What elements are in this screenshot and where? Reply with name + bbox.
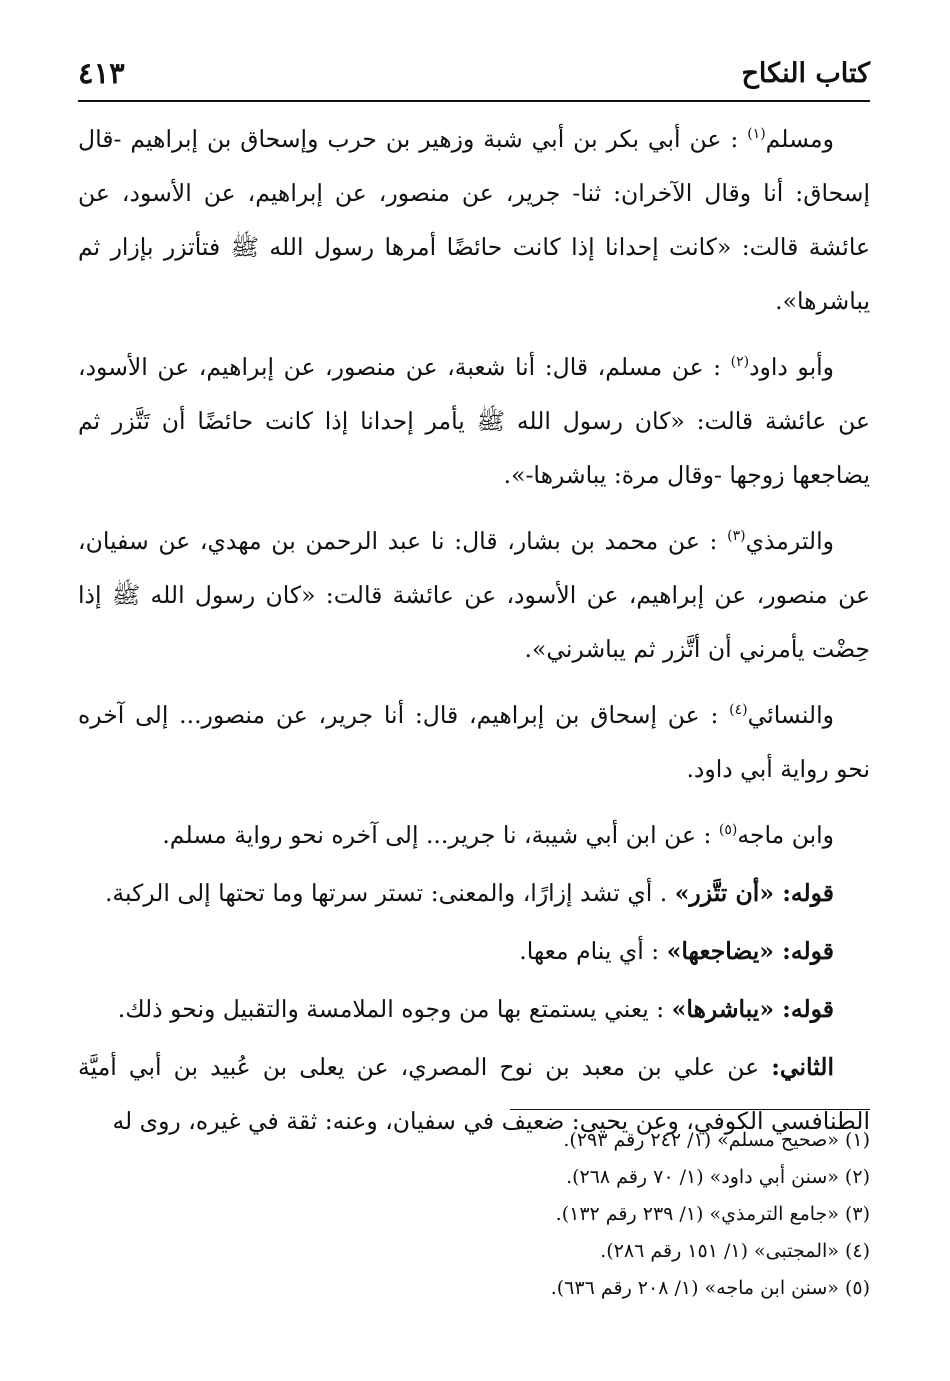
- paragraph-nasai: والنسائي$^{(٤)}$ : عن إسحاق بن إبراهيم، قال: أنا جرير، عن منصور... إلى آخره نحو رواية أبي داود.: [78, 701, 870, 783]
- footnote-ref: (٣): [727, 528, 746, 545]
- footnote-item: (٣) «جامع الترمذي» (١/ ٢٣٩ رقم ١٣٢).: [555, 1203, 870, 1225]
- footnote-item: (٤) «المجتبى» (١/ ١٥١ رقم ٢٨٦).: [600, 1240, 870, 1262]
- paragraph-second: الثاني: عن علي بن معبد بن نوح المصري، عن يعلى بن عُبيد بن أبي أميَّة الطنافسي الكوفي، وعن يحيى: ضعيف في سفيان، وعنه: ثقة في غيره، روى له: [78, 1053, 870, 1135]
- main-text: [78, 112, 870, 1160]
- page-number: ٤١٣: [78, 56, 125, 90]
- paragraph-explanation-1: قوله: «أن تتَّزر» . أي تشد إزارًا، والمعنى: تستر سرتها وما تحتها إلى الركبة.: [104, 879, 834, 907]
- footnote-divider: [510, 1109, 870, 1110]
- paragraph-abu-dawud: وأبو داود$^{(٢)}$ : عن مسلم، قال: أنا شعبة، عن منصور، عن إبراهيم، عن الأسود، عن عائشة قالت: «كان رسول الله ﷺ يأمر إحدانا إذا كانت حائضًا أن تَتَّزر ثم يضاجعها زوجها -وقال مرة: يباشرها-».: [78, 353, 870, 489]
- paragraph-tirmidhi: والترمذي$^{(٣)}$ : عن محمد بن بشار، قال: نا عبد الرحمن بن مهدي، عن سفيان، عن منصور، عن إبراهيم، عن الأسود، عن عائشة قالت: «كان رسول الله ﷺ إذا حِضْت يأمرني أن أتَّزر ثم يباشرني».: [78, 527, 870, 663]
- footnotes: [78, 1122, 870, 1307]
- paragraph-explanation-3: قوله: «يباشرها» : يعني يستمتع بها من وجوه الملامسة والتقبيل ونحو ذلك.: [117, 995, 834, 1023]
- paragraph-explanation-2: قوله: «يضاجعها» : أي ينام معها.: [519, 937, 834, 965]
- page-header: [78, 52, 870, 102]
- paragraph-ibn-majah: وابن ماجه$^{(٥)}$ : عن ابن أبي شيبة، نا جرير... إلى آخره نحو رواية مسلم.: [162, 821, 834, 849]
- footnote-item: (٥) «سنن ابن ماجه» (١/ ٢٠٨ رقم ٦٣٦).: [550, 1277, 870, 1299]
- footnote-item: (٢) «سنن أبي داود» (١/ ٧٠ رقم ٢٦٨).: [566, 1166, 870, 1188]
- footnote-ref: (٢): [730, 354, 750, 371]
- footnote-ref: (٤): [729, 702, 748, 719]
- footnote-ref: (٥): [718, 822, 738, 839]
- footnote-item: (١) «صحيح مسلم» (١/ ٢٤٢ رقم ٢٩٣).: [563, 1129, 870, 1151]
- paragraph-muslim: ومسلم$^{(١)}$ : عن أبي بكر بن أبي شبة وزهير بن حرب وإسحاق بن إبراهيم -قال إسحاق: أنا وقال الآخران: ثنا- جرير، عن منصور، عن إبراهيم، عن الأسود، عن عائشة قالت: «كانت إحدانا إذا كانت حائضًا أمرها رسول الله ﷺ فتأتزر بإزار ثم يباشرها».: [78, 125, 870, 315]
- footnote-ref: (١): [747, 126, 766, 143]
- running-title: كتاب النكاح: [741, 58, 870, 89]
